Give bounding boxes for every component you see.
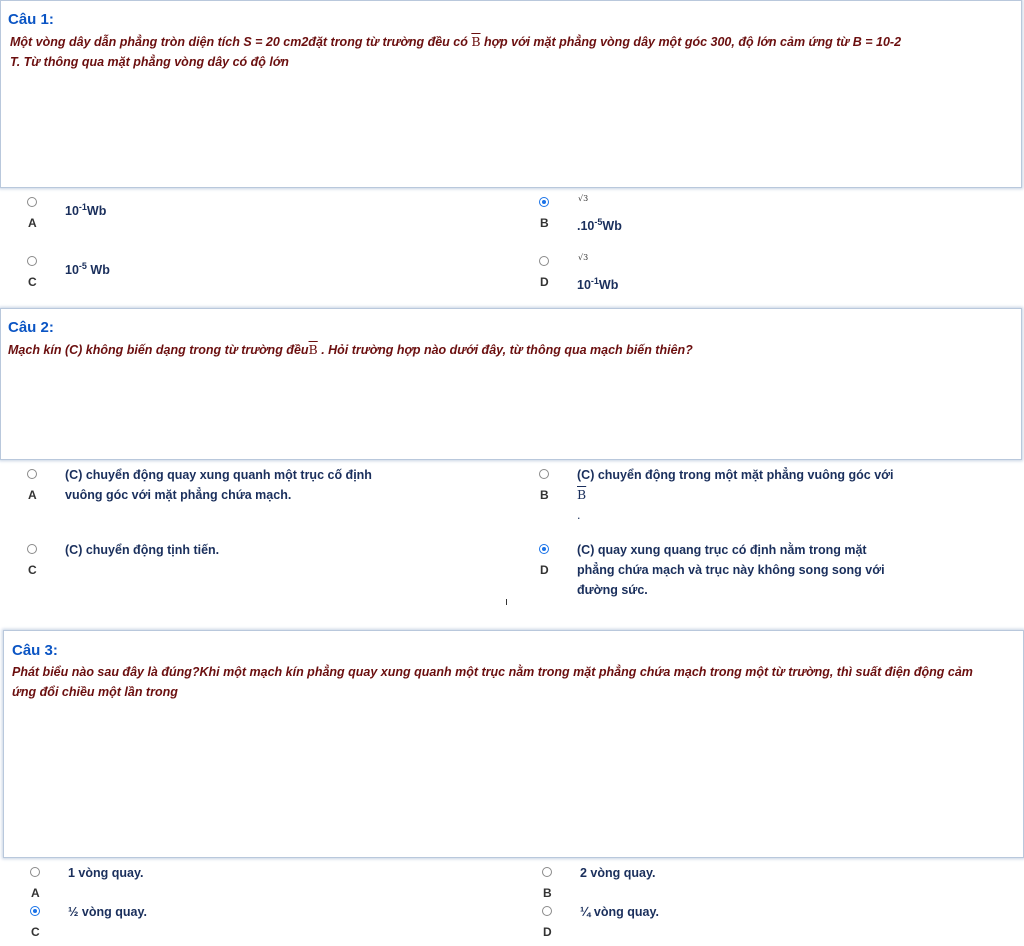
q1-option-b-label[interactable] <box>577 212 622 236</box>
q3-option-b-label[interactable]: 2 vòng quay. <box>580 866 656 880</box>
q1-option-d-unit: Wb <box>598 278 619 293</box>
q1-option-a-label[interactable] <box>65 197 106 221</box>
q2-option-c-letter: C <box>28 563 37 577</box>
q1-option-d-label[interactable] <box>577 271 618 295</box>
vector-b-symbol: $\overline{B}$ <box>577 487 587 502</box>
q2-option-a-letter: A <box>28 488 37 502</box>
q1-option-a-unit: Wb <box>86 204 107 219</box>
q2-option-c-radio[interactable] <box>27 544 37 554</box>
question-3-text-part-a: Phát biểu nào sau đây là đúng?Khi một mạch kín phẳng quay xung quanh một trục nằm trong mặt phẳng chứa mạch trong một từ trường, thì suất điện động cảm <box>12 665 973 679</box>
q3-option-b-radio[interactable] <box>542 867 552 877</box>
q1-option-b-unit: Wb <box>602 219 622 234</box>
text-cursor <box>506 599 507 605</box>
q1-option-c-unit: Wb <box>86 263 110 278</box>
q2-option-b-letter: B <box>540 488 549 502</box>
q2-option-d-line-3: đường sức. <box>577 583 648 597</box>
q3-option-b-letter: B <box>543 886 552 900</box>
q2-option-b-radio[interactable] <box>539 469 549 479</box>
q1-option-c-label[interactable] <box>65 256 110 280</box>
q2-option-c-label[interactable] <box>65 540 505 560</box>
q3-option-c-radio[interactable] <box>30 906 40 916</box>
q2-option-d-letter: D <box>540 563 549 577</box>
question-2-text-part-b: . Hỏi trường hợp nào dưới đây, từ thông qua mạch biến thiên? <box>317 343 693 357</box>
q2-option-d-radio[interactable] <box>539 544 549 554</box>
q1-option-d-radio[interactable] <box>539 256 549 266</box>
q1-option-c-base: 10 <box>65 263 79 278</box>
q3-option-a-radio[interactable] <box>30 867 40 877</box>
q1-option-b-radio[interactable] <box>539 197 549 207</box>
q3-option-d-label[interactable]: ¼ vòng quay. <box>580 905 659 919</box>
q1-option-d-letter: D <box>540 275 549 289</box>
q1-option-c-exponent: -5 <box>78 261 87 271</box>
q1-option-d-base: 10 <box>577 278 591 293</box>
q1-option-b-exponent: -5 <box>594 217 603 227</box>
question-1-text-part-c: T. Từ thông qua mặt phẳng vòng dây có độ lớn <box>10 55 289 69</box>
q3-option-d-letter: D <box>543 925 552 939</box>
q2-option-d-line-1: (C) quay xung quang trục có định nằm trong mặt <box>577 543 867 557</box>
question-3-text-part-b: ứng đổi chiều một lần trong <box>12 685 178 699</box>
q2-option-b-label[interactable] <box>577 465 1017 525</box>
question-1-box <box>0 0 1022 188</box>
question-2-text-part-a: Mạch kín (C) không biến dạng trong từ trường đều <box>8 343 309 357</box>
question-1-text-part-a: Một vòng dây dẫn phẳng tròn diện tích S = 20 cm2đặt trong từ trường đều có <box>10 35 472 49</box>
q2-option-d-line-2: phẳng chứa mạch và trục này không song song với <box>577 563 885 577</box>
q3-option-c-letter: C <box>31 925 40 939</box>
q2-option-a-line-1: (C) chuyển động quay xung quanh một trục cố định <box>65 468 372 482</box>
q1-option-a-letter: A <box>28 216 37 230</box>
question-3-title: Câu 3: <box>12 642 58 659</box>
q3-option-d-radio[interactable] <box>542 906 552 916</box>
q1-option-a-radio[interactable] <box>27 197 37 207</box>
question-1-text-part-b: hợp với mặt phẳng vòng dây một góc 300, độ lớn cảm ứng từ B = 10-2 <box>480 35 902 49</box>
question-2-box <box>0 308 1022 460</box>
q3-option-a-label[interactable]: 1 vòng quay. <box>68 866 144 880</box>
q3-option-c-label[interactable]: ½ vòng quay. <box>68 905 147 919</box>
q2-option-a-radio[interactable] <box>27 469 37 479</box>
q1-option-b-letter: B <box>540 216 549 230</box>
q2-option-d-label[interactable] <box>577 540 1017 600</box>
q1-option-b-sqrt-image: √3 <box>578 194 589 203</box>
q1-option-c-letter: C <box>28 275 37 289</box>
q2-option-a-label[interactable] <box>65 465 505 505</box>
vector-b-symbol: $\overline{B}$ <box>308 342 318 357</box>
q2-option-a-line-2: vuông góc với mặt phẳng chứa mạch. <box>65 488 292 502</box>
question-2-text <box>8 340 1013 360</box>
q2-option-b-dot: . <box>577 508 581 522</box>
q1-option-b-base: .10 <box>577 219 595 234</box>
q1-option-a-base: 10 <box>65 204 79 219</box>
q2-option-b-line-1: (C) chuyển động trong một mặt phẳng vuông góc với <box>577 468 894 482</box>
q3-option-a-letter: A <box>31 886 40 900</box>
question-2-title: Câu 2: <box>8 319 54 336</box>
question-1-text <box>10 32 1015 72</box>
q1-option-a-exponent: -1 <box>78 202 87 212</box>
question-3-text <box>12 662 1024 702</box>
q1-option-d-exponent: -1 <box>590 276 599 286</box>
vector-b-symbol: $\overline{B}$ <box>471 34 481 49</box>
q2-option-c-line-1: (C) chuyển động tịnh tiến. <box>65 543 220 557</box>
q1-option-c-radio[interactable] <box>27 256 37 266</box>
q1-option-d-sqrt-image: √3 <box>578 253 589 262</box>
question-1-title: Câu 1: <box>8 11 54 28</box>
